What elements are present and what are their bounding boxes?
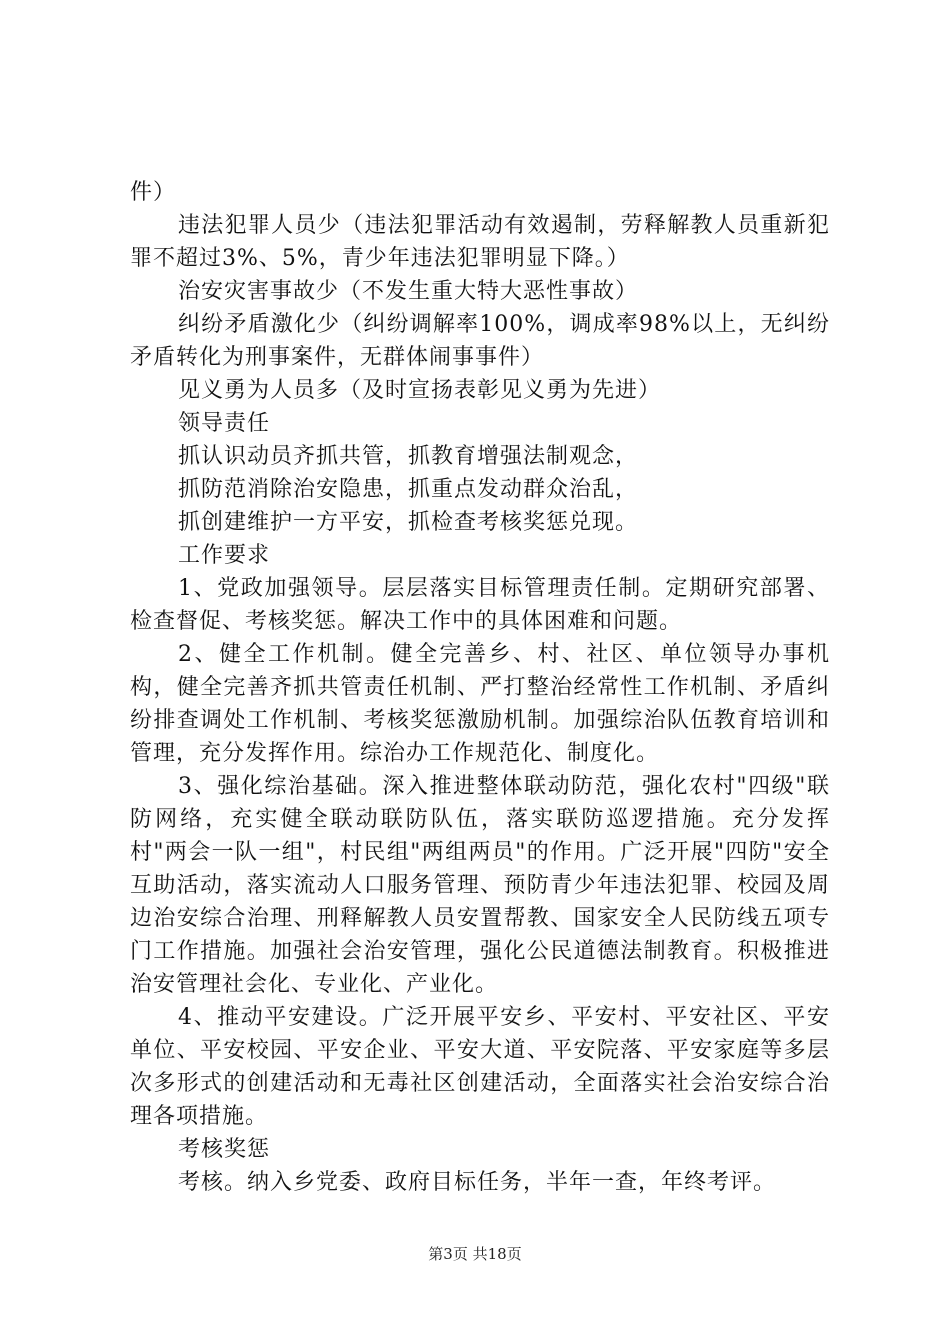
paragraph-requirement-3: 3、强化综治基础。深入推进整体联动防范，强化农村"四级"联防网络，充实健全联动联防队伍，落实联防巡逻措施。充分发挥村"两会一队一组"，村民组"两组两员"的作用。广泛开展"四防"安全互助活动，落实流动人口服务管理、预防青少年违法犯罪、校园及周边治安综合治理、刑释解教人员安置帮教、国家安全人民防线五项专门工作措施。加强社会治安管理，强化公民道德法制教育。积极推进治安管理社会化、专业化、产业化。	[130, 774, 830, 997]
paragraph-disputes: 纠纷矛盾激化少（纠纷调解率100%，调成率98%以上，无纠纷矛盾转化为刑事案件，无群体闹事事件）	[130, 312, 830, 370]
paragraph-continuation: 件）	[130, 180, 177, 205]
paragraph-requirement-2: 2、健全工作机制。健全完善乡、村、社区、单位领导办事机构，健全完善齐抓共管责任机制、严打整治经常性工作机制、矛盾纠纷排查调处工作机制、考核奖惩激励机制。加强综治队伍教育培训和管理，充分发挥作用。综治办工作规范化、制度化。	[130, 642, 830, 766]
paragraph-heroism: 见义勇为人员多（及时宣扬表彰见义勇为先进）	[178, 378, 662, 403]
paragraph-accidents: 治安灾害事故少（不发生重大特大恶性事故）	[178, 279, 639, 304]
section-heading-leadership: 领导责任	[178, 411, 271, 436]
section-heading-assessment: 考核奖惩	[178, 1137, 271, 1162]
document-body	[130, 176, 830, 1199]
paragraph-leadership-2: 抓防范消除治安隐患，抓重点发动群众治乱，	[178, 477, 639, 502]
paragraph-leadership-3: 抓创建维护一方平安，抓检查考核奖惩兑现。	[178, 510, 639, 535]
paragraph-requirement-4: 4、推动平安建设。广泛开展平安乡、平安村、平安社区、平安单位、平安校园、平安企业、平安大道、平安院落、平安家庭等多层次多形式的创建活动和无毒社区创建活动，全面落实社会治安综合治理各项措施。	[130, 1005, 830, 1129]
paragraph-leadership-1: 抓认识动员齐抓共管，抓教育增强法制观念，	[178, 444, 639, 469]
paragraph-offenders: 违法犯罪人员少（违法犯罪活动有效遏制，劳释解教人员重新犯罪不超过3%、5%，青少年违法犯罪明显下降。）	[130, 213, 830, 271]
page-number-label: 第3页 共18页	[428, 1245, 522, 1263]
section-heading-requirements: 工作要求	[178, 543, 271, 568]
paragraph-assessment: 考核。纳入乡党委、政府目标任务，半年一查，年终考评。	[178, 1170, 777, 1195]
page-footer	[0, 1243, 950, 1264]
paragraph-requirement-1: 1、党政加强领导。层层落实目标管理责任制。定期研究部署、检查督促、考核奖惩。解决工作中的具体困难和问题。	[130, 576, 830, 634]
